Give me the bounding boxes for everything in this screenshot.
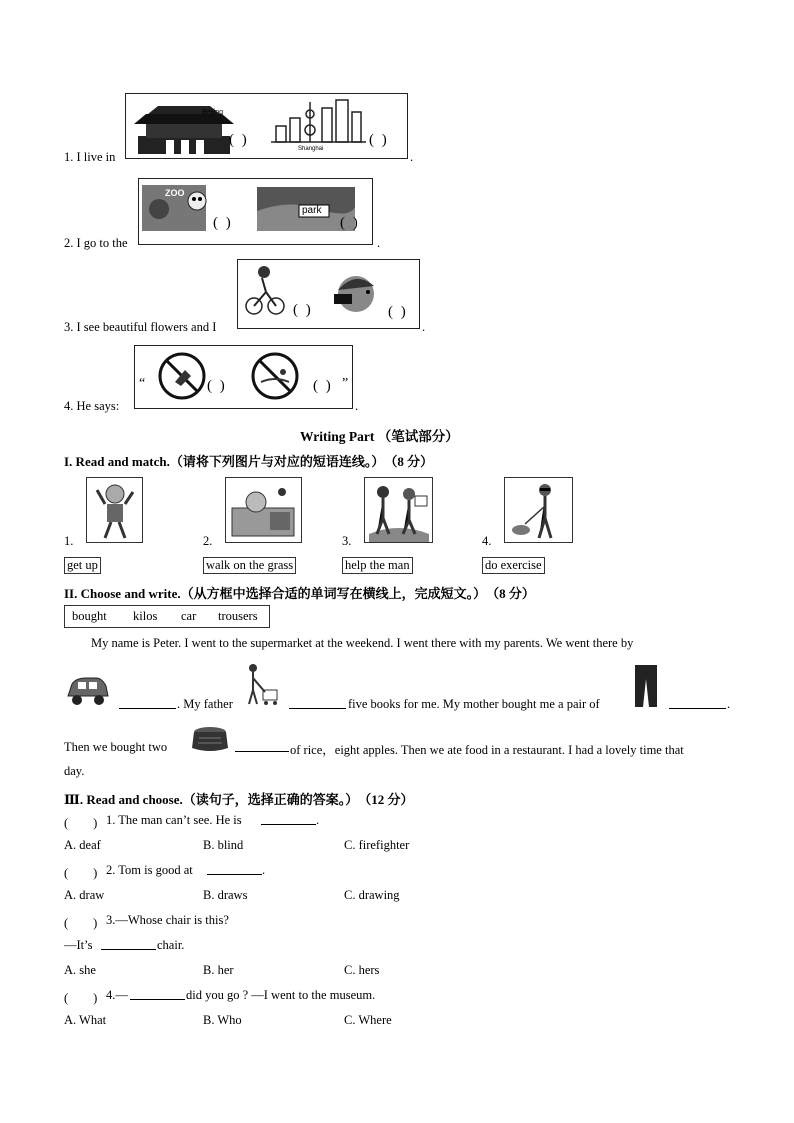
section1-picture-1 (86, 477, 143, 543)
q3-3-stem: 3.—Whose chair is this? (106, 913, 229, 927)
q2-zoo-caption: ZOO (165, 188, 185, 198)
q3-answer-paren-b[interactable]: ( ) (388, 304, 408, 320)
q3-4-blank[interactable] (130, 988, 185, 1000)
q2-text: 2. I go to the (64, 236, 128, 250)
man-with-cart-image (245, 662, 279, 708)
section1-number-4: 4. (482, 534, 492, 548)
q3-4-paren[interactable]: ( ) (64, 991, 98, 1005)
q3-3-option-a[interactable]: A. she (64, 963, 96, 977)
phrase-walk-on-the-grass[interactable]: walk on the grass (203, 557, 296, 574)
q3-4-option-c[interactable]: C. Where (344, 1013, 392, 1027)
q3-3-line2-a: —It’s (64, 938, 93, 952)
word-kilos: kilos (133, 609, 158, 623)
q4-close-quote: ” (342, 376, 349, 391)
q1-end: . (410, 150, 414, 164)
phrase-help-the-man[interactable]: help the man (342, 557, 413, 574)
passage-line-3-b: of rice，eight apples. Then we ate food in a restaurant. I had a lovely time that (290, 743, 684, 757)
passage-line-2-a: . My father (177, 697, 233, 711)
q1-text: 1. I live in (64, 150, 116, 164)
q2-answer-paren-a[interactable]: ( ) (213, 215, 233, 231)
section1-title: I. Read and match.（请将下列图片与对应的短语连线。） （8 分） (64, 454, 434, 469)
q3-4-option-a[interactable]: A. What (64, 1013, 107, 1027)
q3-end: . (422, 320, 426, 334)
passage-line-4: day. (64, 764, 85, 778)
q3-1-stem: 1. The man can’t see. He is (106, 813, 242, 827)
walk-on-grass-image (365, 478, 432, 542)
blank-bought[interactable] (289, 697, 346, 709)
q3-1-after: . (316, 813, 320, 827)
q3-2-blank[interactable] (207, 863, 262, 875)
q2-park-caption: park (302, 205, 322, 216)
q3-3-paren[interactable]: ( ) (64, 916, 98, 930)
blank-kilos[interactable] (235, 740, 289, 752)
q2-picture-box (138, 178, 373, 245)
word-trousers: trousers (218, 609, 258, 623)
section1-picture-2 (225, 477, 302, 543)
trousers-image (632, 663, 660, 709)
q2-end: . (377, 236, 381, 250)
q3-2-stem: 2. Tom is good at (106, 863, 193, 877)
writing-part-title: Writing Part （笔试部分） (300, 429, 459, 444)
phrase-do-exercise[interactable]: do exercise (482, 557, 545, 574)
q3-4-stem: 4.— (106, 988, 128, 1002)
q3-answer-paren-a[interactable]: ( ) (293, 302, 313, 318)
passage-line-3-a: Then we bought two (64, 740, 168, 754)
passage-line-2-end: . (727, 697, 731, 711)
q3-2-option-a[interactable]: A. draw (64, 888, 105, 902)
q4-signs-image (135, 346, 352, 408)
section1-picture-3 (364, 477, 433, 543)
q3-1-option-a[interactable]: A. deaf (64, 838, 101, 852)
q4-picture-box (134, 345, 353, 409)
q1-picture-box (125, 93, 408, 159)
blank-trousers[interactable] (669, 697, 726, 709)
q3-3-blank[interactable] (101, 938, 156, 950)
q3-2-option-c[interactable]: C. drawing (344, 888, 400, 902)
q4-text: 4. He says: (64, 399, 120, 413)
q3-1-option-c[interactable]: C. firefighter (344, 838, 410, 852)
q1-city-scenes-image (126, 94, 407, 158)
q2-answer-paren-b[interactable]: ( ) (340, 215, 360, 231)
q4-answer-paren-b[interactable]: ( ) (313, 378, 333, 394)
section1-picture-4 (504, 477, 573, 543)
passage-line-2-b: five books for me. My mother bought me a pair of (348, 697, 600, 711)
word-bank-box (64, 605, 270, 628)
q3-4-option-b[interactable]: B. Who (203, 1013, 242, 1027)
section1-number-3: 3. (342, 534, 352, 548)
section3-title: Ⅲ. Read and choose.（读句子，选择正确的答案。） （12 分） (64, 792, 414, 807)
q3-1-blank[interactable] (261, 813, 316, 825)
q4-answer-paren-a[interactable]: ( ) (207, 378, 227, 394)
q3-1-paren[interactable]: ( ) (64, 816, 98, 830)
girl-getting-up-image (226, 478, 301, 542)
q3-1-option-b[interactable]: B. blind (203, 838, 244, 852)
blank-car[interactable] (119, 697, 176, 709)
q1-answer-paren-a[interactable]: ( ) (229, 132, 249, 148)
car-image (64, 670, 110, 710)
section1-number-1: 1. (64, 534, 74, 548)
section2-title: II. Choose and write.（从方框中选择合适的单词写在横线上，完成短文。） （8 分） (64, 586, 535, 601)
q4-end: . (355, 399, 359, 413)
phrase-get-up[interactable]: get up (64, 557, 101, 574)
girl-exercising-image (87, 478, 142, 542)
q3-picture-box (237, 259, 420, 329)
q3-2-option-b[interactable]: B. draws (203, 888, 248, 902)
q3-3-line2-b: chair. (157, 938, 185, 952)
q1-shanghai-caption: Shanghai (298, 146, 324, 152)
q3-2-after: . (262, 863, 266, 877)
passage-line-1: My name is Peter. I went to the supermarket at the weekend. I went there with my parents. We went there by (91, 636, 634, 650)
q4-open-quote: “ (139, 376, 146, 391)
q3-4-stem-b: did you go ? —I went to the museum. (186, 988, 376, 1002)
word-bought: bought (72, 609, 107, 623)
q3-3-option-b[interactable]: B. her (203, 963, 234, 977)
q1-beijing-caption: Beijing (202, 109, 224, 116)
q3-2-paren[interactable]: ( ) (64, 866, 98, 880)
word-car: car (181, 609, 197, 623)
blind-man-with-dog-image (505, 478, 572, 542)
rice-bag-image (189, 724, 231, 754)
q3-3-option-c[interactable]: C. hers (344, 963, 380, 977)
q3-text: 3. I see beautiful flowers and I (64, 320, 217, 334)
section1-number-2: 2. (203, 534, 213, 548)
q1-answer-paren-b[interactable]: ( ) (369, 132, 389, 148)
